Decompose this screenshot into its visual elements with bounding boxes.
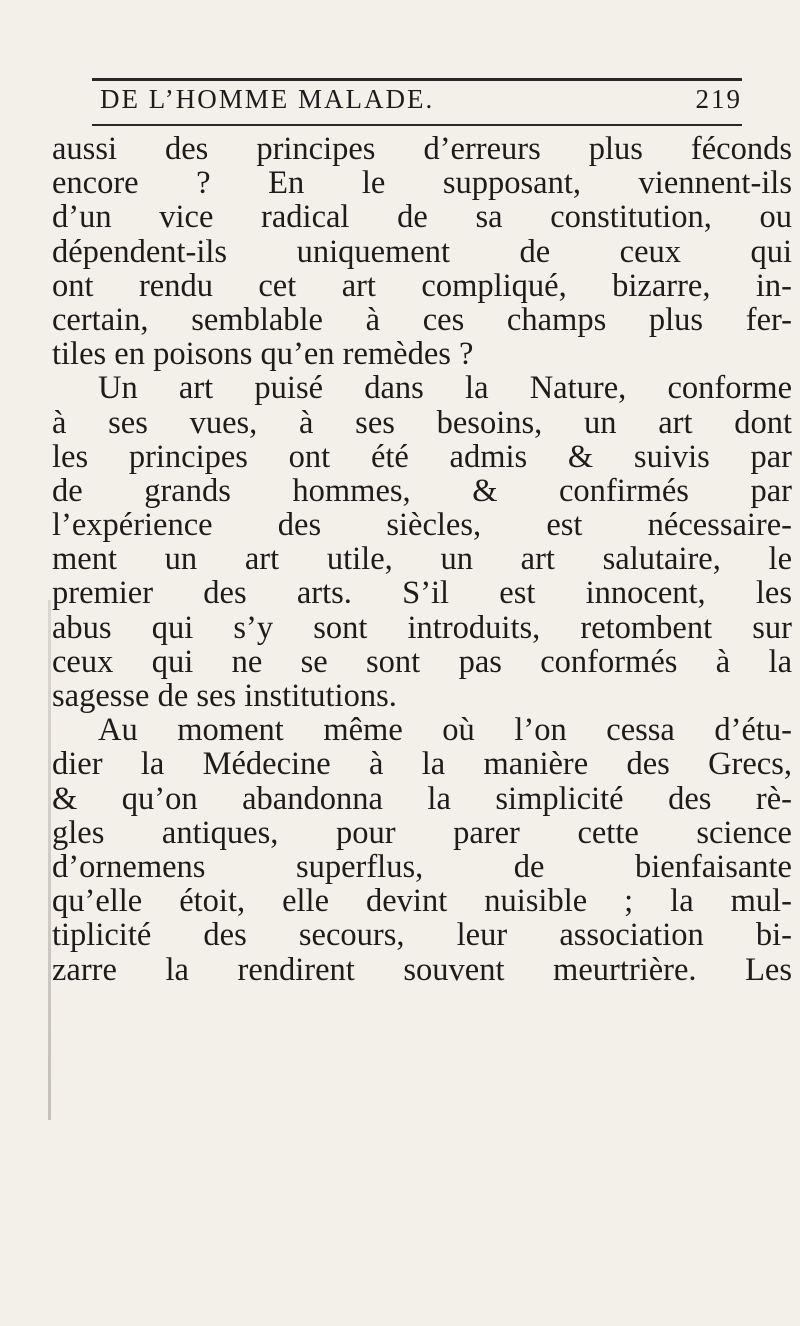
text-line: zarre la rendirent souvent meurtrière. Les [52, 951, 792, 988]
header-rule-top [92, 78, 742, 81]
text-line: tiplicité des secours, leur association bi- [52, 917, 792, 954]
text-line: premier des arts. S’il est innocent, les [52, 575, 792, 612]
running-title: DE L’HOMME MALADE. [100, 84, 435, 114]
body-text [52, 132, 792, 987]
text-line: certain, semblable à ces champs plus fer- [52, 301, 792, 338]
text-line: d’un vice radical de sa constitution, ou [52, 199, 792, 236]
text-line: ont rendu cet art compliqué, bizarre, in- [52, 267, 792, 304]
text-line: gles antiques, pour parer cette science [52, 814, 792, 851]
text-line: à ses vues, à ses besoins, un art dont [52, 404, 792, 441]
text-line: Un art puisé dans la Nature, conforme [98, 370, 792, 407]
text-line: abus qui s’y sont introduits, retombent sur [52, 609, 792, 646]
text-line: sagesse de ses institutions. [52, 678, 397, 714]
text-line: ment un art utile, un art salutaire, le [52, 541, 792, 578]
text-line: encore ? En le supposant, viennent-ils [52, 165, 792, 202]
text-line: les principes ont été admis & suivis par [52, 438, 792, 475]
text-line: l’expérience des siècles, est nécessaire- [52, 507, 792, 544]
text-line: d’ornemens superflus, de bienfaisante [52, 848, 792, 885]
text-line: tiles en poisons qu’en remèdes ? [52, 336, 474, 373]
text-line: Au moment même où l’on cessa d’étu- [98, 712, 792, 749]
text-line: dépendent-ils uniquement de ceux qui [52, 233, 792, 270]
text-line: de grands hommes, & confirmés par [52, 472, 792, 509]
text-line: aussi des principes d’erreurs plus féconds [52, 131, 792, 167]
text-line: dier la Médecine à la manière des Grecs, [52, 746, 792, 783]
text-line: qu’elle étoit, elle devint nuisible ; la mul- [52, 883, 792, 920]
gutter-shadow [48, 600, 51, 1120]
text-line: ceux qui ne se sont pas conformés à la [52, 643, 792, 680]
header-rule-bottom [92, 124, 742, 126]
running-header [92, 84, 742, 120]
page-number: 219 [695, 84, 742, 114]
text-line: & qu’on abandonna la simplicité des rè- [52, 780, 792, 817]
